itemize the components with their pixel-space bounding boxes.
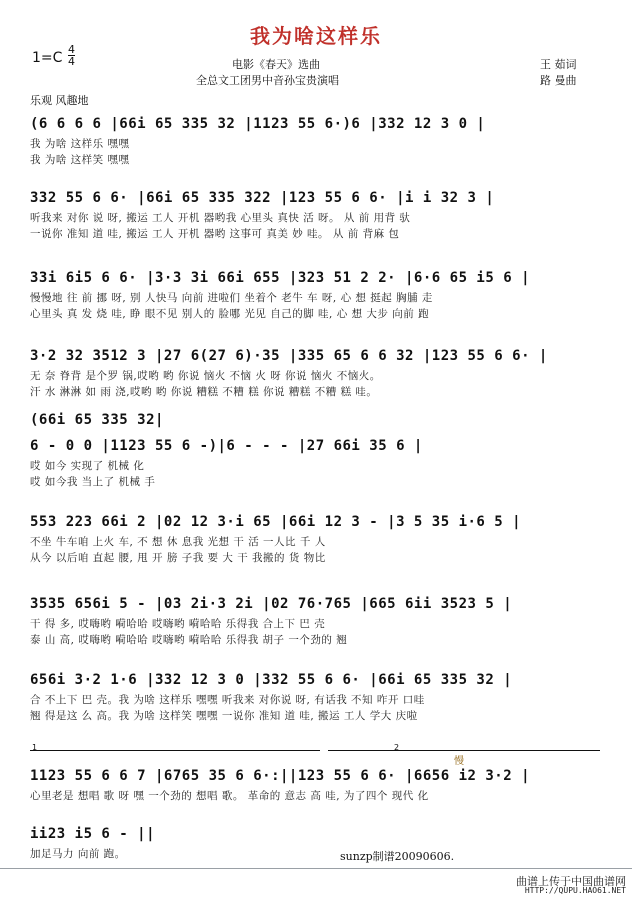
notes-line: 3535 656i 5 - |03 2i·3 2i |02 76·765 |665 6ii 3523 5 | (30, 596, 513, 612)
lyrics-verse-1: 听我来 对你 说 呀, 搬运 工人 开机 器哟我 心里头 真快 活 呀。 从 前 用背 驮 (30, 212, 411, 224)
lyrics-verse-1: 无 奈 脊背 是个罗 锅,哎哟 哟 你说 恼火 不恼 火 呀 你说 恼火 不恼火。 (30, 370, 381, 382)
notes-line: 6 - 0 0 |1123 55 6 -)|6 - - - |27 66i 35 6 | (30, 438, 423, 454)
lyrics-verse-1: 干 得 多, 哎嗨哟 嗬哈哈 哎嗨哟 嗬哈哈 乐得我 合上下 巴 壳 (30, 618, 326, 630)
lyrics-verse-1: 心里老是 想唱 歌 呀 嘿 一个劲的 想唱 歌。 革命的 意志 高 哇, 为了四个 现代 化 (30, 790, 429, 802)
engraver-credit: sunzp制谱20090606. (340, 850, 455, 863)
volta-bracket-1 (30, 743, 320, 757)
watermark-url: HTTP://QUPU.HAO61.NET (524, 886, 626, 895)
lyrics-verse-2: 汗 水 淋淋 如 雨 浇,哎哟 哟 你说 糟糕 不糟 糕 你说 糟糕 不糟 糕 哇。 (30, 386, 378, 398)
notes-line: 1123 55 6 6 7 |6765 35 6 6·:||123 55 6 6· |6656 i2 3·2 | (30, 768, 531, 784)
notes-line: 332 55 6 6· |66i 65 335 322 |123 55 6 6· |i i 32 3 | (30, 190, 495, 206)
lyrics-verse-2: 泰 山 高, 哎嗨哟 嗬哈哈 哎嗨哟 嗬哈哈 乐得我 胡子 一个劲的 翘 (30, 634, 348, 646)
volta-number: 1 (32, 743, 38, 752)
notes-line: 3·2 32 3512 3 |27 6(27 6)·35 |335 65 6 6 32 |123 55 6 6· | (30, 348, 548, 364)
lyrics-verse-1: 慢慢地 往 前 挪 呀, 别 人快马 向前 进啦们 坐着个 老牛 车 呀, 心 想 挺起 胸脯 走 (30, 292, 433, 304)
key-signature: 1=C (32, 50, 63, 66)
lyrics-verse-1: 不坐 牛车咱 上火 车, 不 想 休 息我 光想 干 活 一人比 千 人 (30, 536, 326, 548)
time-bottom: 4 (68, 55, 75, 68)
volta-bracket-2 (328, 743, 600, 757)
volta-number: 2 (394, 743, 400, 752)
notes-line: (6 6 6 6 |66i 65 335 32 |1123 55 6·)6 |332 12 3 0 | (30, 116, 486, 132)
composer: 路 曼曲 (540, 74, 577, 87)
notes-line: ii23 i5 6 - || (30, 826, 156, 842)
lyrics-verse-1: 哎 如今 实现了 机械 化 (30, 460, 145, 472)
lyricist: 王 茹词 (540, 58, 577, 71)
tempo-marking: 乐观 风趣地 (30, 94, 89, 107)
song-title: 我为啥这样乐 (250, 24, 382, 48)
lyrics-verse-2: 从今 以后咱 直起 腰, 甩 开 膀 子我 要 大 干 我搬的 货 物比 (30, 552, 326, 564)
notes-line: 553 223 66i 2 |02 12 3·i 65 |66i 12 3 - |3 5 35 i·6 5 | (30, 514, 522, 530)
lyrics-verse-1: 合 不上下 巴 壳。我 为啥 这样乐 嘿嘿 听我来 对你说 呀, 有话我 不知 咋开 口哇 (30, 694, 425, 706)
notes-line: 656i 3·2 1·6 |332 12 3 0 |332 55 6 6· |66i 65 335 32 | (30, 672, 513, 688)
lyrics-verse-1: 加足马力 向前 跑。 (30, 848, 126, 860)
notes-line: (66i 65 335 32| (30, 412, 164, 428)
lyrics-verse-2: 心里头 真 发 烧 哇, 睁 眼不见 别人的 脸哪 光见 自己的脚 哇, 心 想 大步 向前 跑 (30, 308, 430, 320)
slow-marking: 慢 (454, 756, 464, 767)
footer-divider (0, 868, 632, 869)
lyrics-verse-2: 一说你 准知 道 哇, 搬运 工人 开机 器哟 这事可 真美 妙 哇。 从 前 背麻 包 (30, 228, 400, 240)
watermark-text: 曲谱上传于中国曲谱网 (516, 875, 626, 888)
lyrics-verse-2: 翘 得是这 么 高。我 为啥 这样笑 嘿嘿 一说你 准知 道 哇, 搬运 工人 学大 庆啦 (30, 710, 418, 722)
time-signature (68, 44, 75, 67)
performer: 全总文工团男中音孙宝贵演唱 (196, 74, 339, 87)
lyrics-verse-1: 我 为啥 这样乐 嘿嘿 (30, 138, 130, 150)
source-film: 电影《春天》选曲 (232, 58, 320, 71)
lyrics-verse-2: 我 为啥 这样笑 嘿嘿 (30, 154, 130, 166)
time-top: 4 (68, 43, 75, 56)
lyrics-verse-2: 哎 如今我 当上了 机械 手 (30, 476, 156, 488)
notes-line: 33i 6i5 6 6· |3·3 3i 66i 655 |323 51 2 2· |6·6 65 i5 6 | (30, 270, 531, 286)
